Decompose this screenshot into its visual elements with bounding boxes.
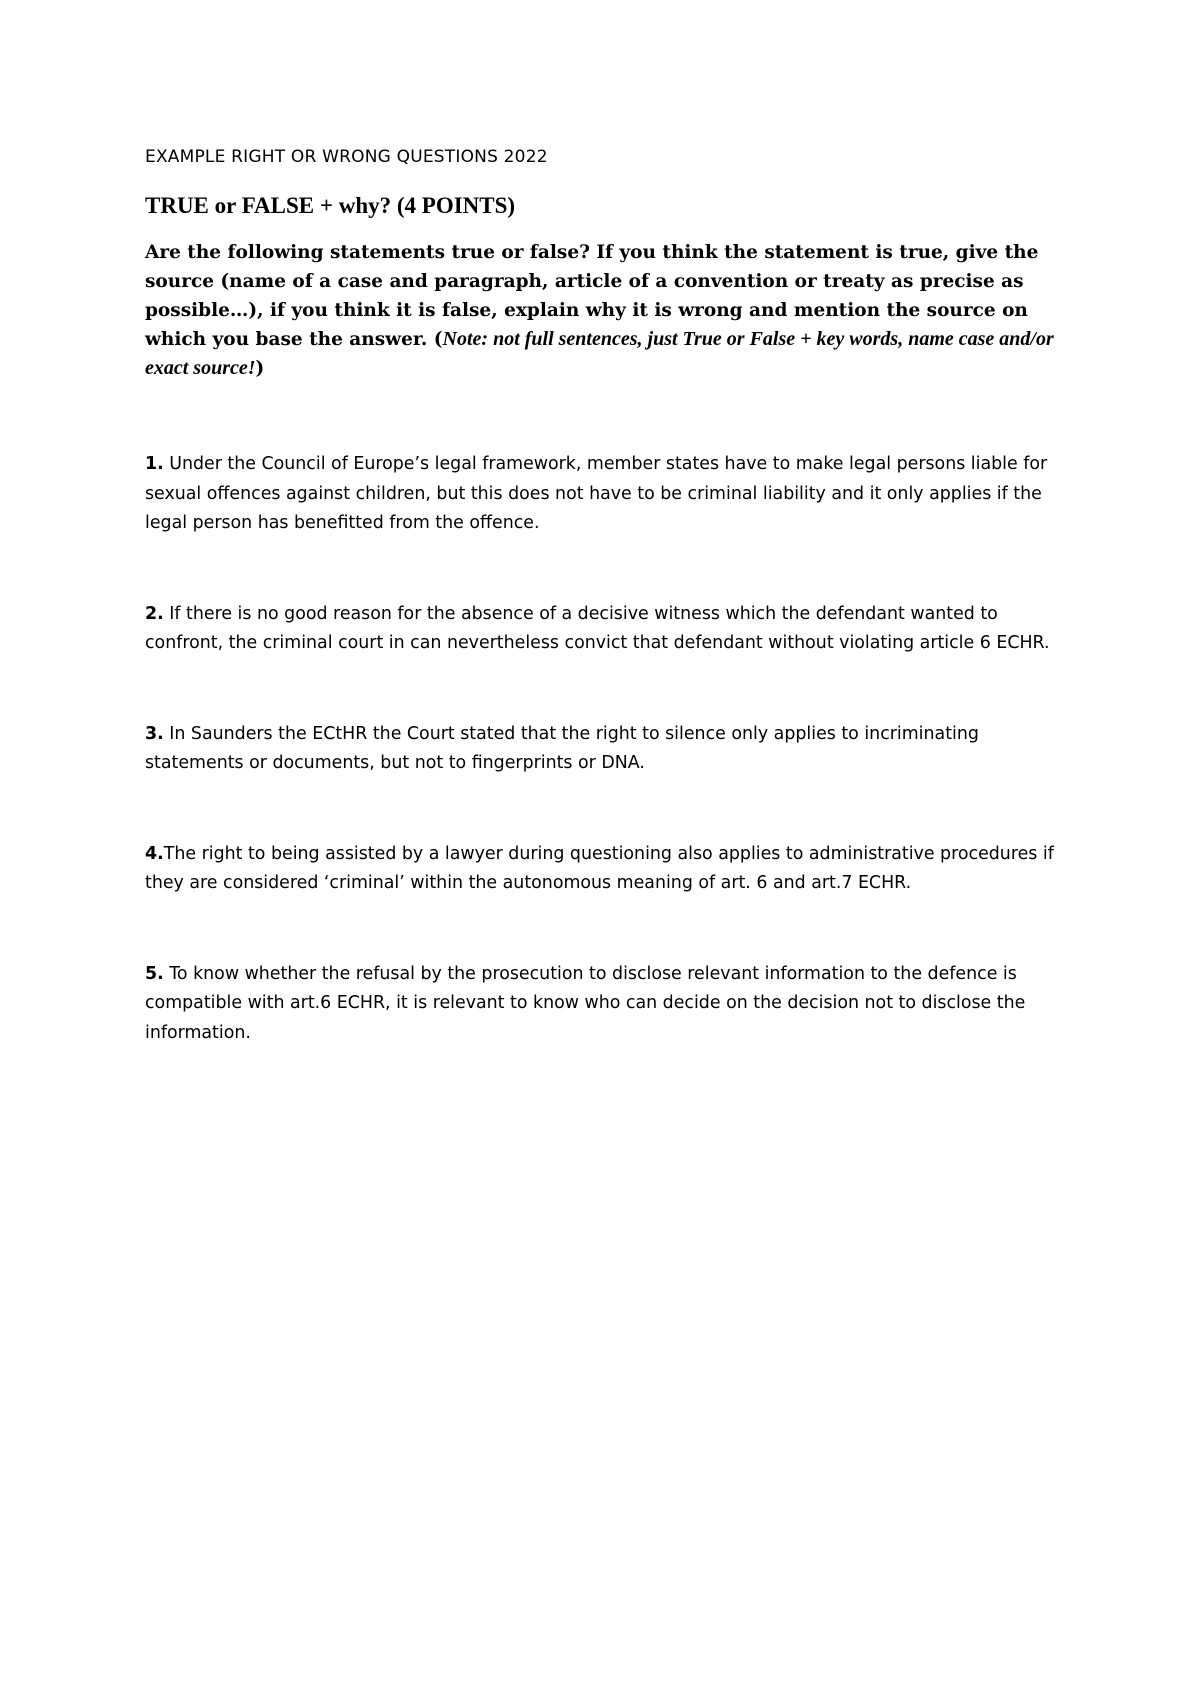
- question-number: 4.: [145, 843, 164, 864]
- question-item: [145, 450, 1075, 539]
- question-item: [145, 600, 1075, 659]
- question-text: The right to being assisted by a lawyer during questioning also applies to administrative procedures if they are considered ‘criminal’ within the autonomous meaning of art. 6 and art.7 ECHR.: [145, 843, 1054, 893]
- question-text: To know whether the refusal by the prosecution to disclose relevant information to the defence is compatible with art.6 ECHR, it is relevant to know who can decide on the decision not to disclose the information.: [145, 963, 1026, 1043]
- section-title: TRUE or FALSE + why? (4 POINTS): [145, 193, 516, 218]
- question-text: Under the Council of Europe’s legal framework, member states have to make legal persons liable for sexual offences against children, but this does not have to be criminal liability and it only applies if the legal person has benefitted from the offence.: [145, 454, 1048, 533]
- question-number: 3.: [145, 723, 164, 744]
- question-item: [145, 960, 1075, 1049]
- instructions-note: Note: not full sentences, just True or False + key words, name case and/or exact source!: [145, 328, 1054, 379]
- question-number: 1.: [145, 454, 164, 474]
- question-text: In Saunders the ECtHR the Court stated that the right to silence only applies to incriminating statements or documents, but not to fingerprints or DNA.: [145, 723, 979, 773]
- question-text: If there is no good reason for the absence of a decisive witness which the defendant wanted to confront, the criminal court in can nevertheless convict that defendant without violating article 6 ECHR.: [145, 603, 1050, 653]
- instructions-end: ): [255, 358, 265, 379]
- instructions-text: Are the following statements true or false? If you think the statement is true, give the source (name of a case and paragraph, article of a convention or treaty as precise as possible…), if you think it is false, explain why it is wrong and mention the source on which you base the answer. (: [145, 242, 1039, 350]
- document-content: [145, 146, 1075, 1109]
- document-header: EXAMPLE RIGHT OR WRONG QUESTIONS 2022: [145, 147, 548, 167]
- question-item: [145, 840, 1075, 899]
- instructions-paragraph: [145, 238, 1075, 383]
- question-number: 5.: [145, 963, 164, 984]
- question-number: 2.: [145, 603, 164, 624]
- question-list: [145, 450, 1075, 1048]
- question-item: [145, 720, 1075, 779]
